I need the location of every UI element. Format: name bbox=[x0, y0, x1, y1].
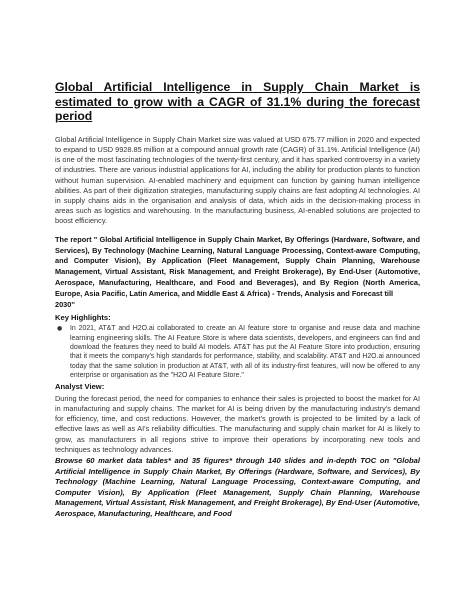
report-body: The report " Global Artificial Intelligence in Supply Chain Market, By Offerings (Hardware, Software, and Services), By Technology (Machine Learning, Natural Language Processing, Context-aware Computing, and Computer Vision), By Application (Fleet Management, Supply Chain Planning, Warehouse Management, Virtual Assistant, Risk Management, and Freight Brokerage), By End-User (Automotive, Aerospace, Manufacturing, Healthcare, and Food and Beverages), and By Region (North America, Europe, Asia Pacific, Latin America, and Middle East & Africa) - Trends, Analysis and Forecast till bbox=[55, 234, 420, 299]
document-title: Global Artificial Intelligence in Supply Chain Market is estimated to grow with a CAGR of 31.1% during the forecast period bbox=[55, 80, 420, 124]
report-paragraph bbox=[55, 235, 420, 311]
key-highlights-heading: Key Highlights: bbox=[55, 312, 111, 322]
report-year: 2030'' bbox=[55, 300, 75, 310]
intro-paragraph: Global Artificial Intelligence in Supply Chain Market size was valued at USD 675.77 million in 2020 and expected to expand to USD 9928.85 million at a compound annual growth rate (CAGR) of 31.1%. Artificial Intelligence (AI) is one of the most fascinating technologies of the twenty-first century, and it has sparked controversy in a variety of industries. There are various industrial applications for AI, including the ability for production plants to function without human supervision. AI-enabled machinery and equipment can function by gaining human intelligence abilities. As part of their digitization strategies, manufacturing supply chains are fast adopting AI technologies. AI in supply chains aids in the organisation and analysis of data, which aids in the decision-making process in areas such as logistics and warehousing. In the manufacturing business, AI-enabled solutions are projected to boost efficiency. bbox=[55, 134, 420, 226]
bullet-icon: ● bbox=[57, 325, 63, 333]
document-content bbox=[55, 80, 420, 520]
browse-paragraph: Browse 60 market data tables* and 35 figures* through 140 slides and in-depth TOC on "Global Artificial Intelligence in Supply Chain Market, By Offerings (Hardware, Software, and Services), By Technology (Machine Learning, Natural Language Processing, Context-aware Computing, and Computer Vision), By Application (Fleet Management, Supply Chain Planning, Warehouse Management, Virtual Assistant, Risk Management, and Freight Brokerage), By End-User (Automotive, Aerospace, Manufacturing, Healthcare, and Food bbox=[55, 455, 420, 518]
analyst-view-heading: Analyst View: bbox=[55, 382, 105, 392]
bullet-text: In 2021, AT&T and H2O.ai collaborated to create an AI feature store to organise and reuse data and machine learning engineering skills. The AI Feature Store is where data scientists, developers, and engineers can find and download the features they need to build AI models. AT&T has put the AI Feature Store into production, ensuring that it meets the company's high standards for performance, stability, and scalability. AT&T and H2O.ai announced today that the same solution in production at AT&T, with all of its industry-first features, will now be offered to any enterprise or organisation as the "H2O AI Feature Store." bbox=[70, 325, 420, 379]
analyst-view-paragraph: During the forecast period, the need for companies to enhance their sales is projected to boost the market for AI in manufacturing and supply chains. The market for AI is being driven by the manufacturing industry's demand for efficiency, time, and cost reductions. However, the market's growth is projected to be limited by a lack of effective laws as well as AI's reliability difficulties. The manufacturing and supply chain market for AI is likely to grow, as manufacturers in all regions strive to improve their operations by incorporating new tools and techniques as technology advances. bbox=[55, 393, 420, 454]
list-item bbox=[55, 324, 420, 380]
